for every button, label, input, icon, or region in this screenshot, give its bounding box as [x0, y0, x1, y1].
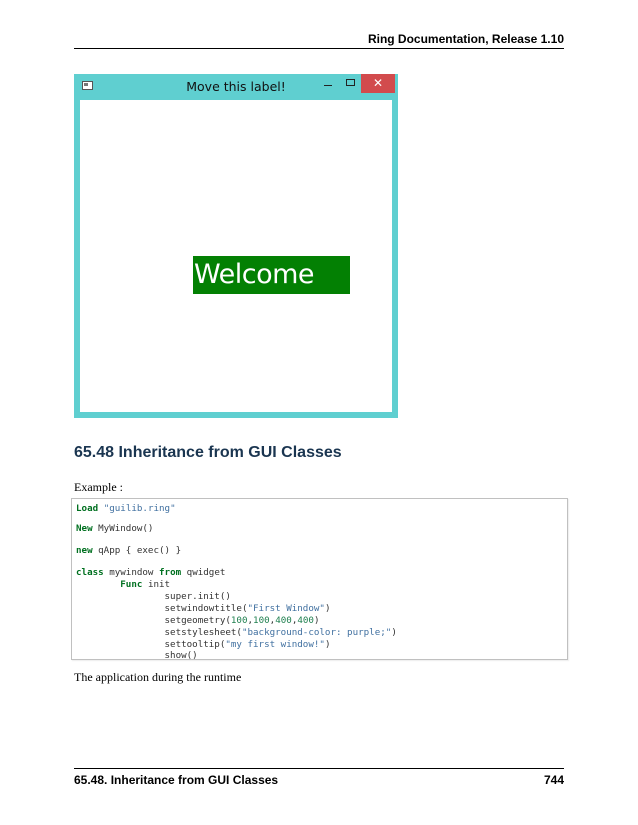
code-text: setwindowtitle( [76, 603, 248, 614]
window-client-area [80, 100, 392, 412]
code-text: qApp { exec() } [92, 545, 182, 556]
code-line: super.init() [76, 591, 231, 602]
code-number: 400 [297, 615, 314, 626]
code-string: "background-color: purple;" [241, 627, 392, 638]
page-number: 744 [543, 773, 564, 787]
code-text: , [291, 615, 298, 626]
welcome-label[interactable]: Welcome [193, 256, 350, 294]
code-text: settooltip( [76, 639, 226, 650]
code-text: ) [324, 603, 331, 614]
app-window-screenshot [74, 74, 398, 418]
code-line: show() [76, 650, 198, 661]
code-text: , [269, 615, 276, 626]
code-string: "my first window!" [225, 639, 325, 650]
code-keyword: New [76, 523, 93, 534]
code-line [76, 615, 320, 627]
code-text: setgeometry( [76, 615, 231, 626]
window-title: Move this label! [186, 79, 286, 94]
code-number: 100 [253, 615, 270, 626]
footer-section: 65.48. Inheritance from GUI Classes [74, 773, 279, 787]
header-rule [74, 48, 564, 49]
code-text: ) [391, 627, 397, 638]
code-indent [76, 579, 120, 590]
code-keyword: Func [120, 579, 143, 590]
code-text: init [142, 579, 171, 590]
code-keyword: Load [76, 503, 99, 514]
code-number: 100 [230, 615, 248, 626]
code-text: mywindow [103, 567, 159, 578]
code-text: ) [313, 615, 320, 626]
code-line [76, 567, 225, 579]
code-block [71, 498, 568, 660]
code-keyword: from [159, 567, 182, 578]
code-text: MyWindow() [92, 523, 154, 534]
window-titlebar [74, 74, 398, 100]
example-label: Example : [74, 480, 123, 494]
code-line [76, 503, 176, 515]
code-keyword: new [76, 545, 93, 556]
code-line [76, 523, 153, 535]
maximize-icon[interactable] [340, 74, 362, 93]
code-number: 400 [275, 615, 292, 626]
code-text: setstylesheet( [76, 627, 242, 638]
code-line [76, 545, 181, 557]
running-header: Ring Documentation, Release 1.10 [367, 32, 564, 46]
code-string: "guilib.ring" [103, 503, 176, 514]
minimize-icon[interactable] [317, 74, 339, 93]
code-line [76, 627, 397, 639]
close-icon[interactable]: ✕ [361, 74, 395, 93]
code-line [76, 603, 330, 615]
section-title: 65.48 Inheritance from GUI Classes [74, 444, 342, 461]
footer-rule [74, 768, 564, 769]
code-text: ) [324, 639, 331, 650]
code-text: , [247, 615, 254, 626]
body-paragraph: The application during the runtime [74, 670, 242, 684]
code-text: qwidget [181, 567, 226, 578]
code-line [76, 579, 170, 591]
code-string: "First Window" [247, 603, 325, 614]
code-keyword: class [76, 567, 104, 578]
